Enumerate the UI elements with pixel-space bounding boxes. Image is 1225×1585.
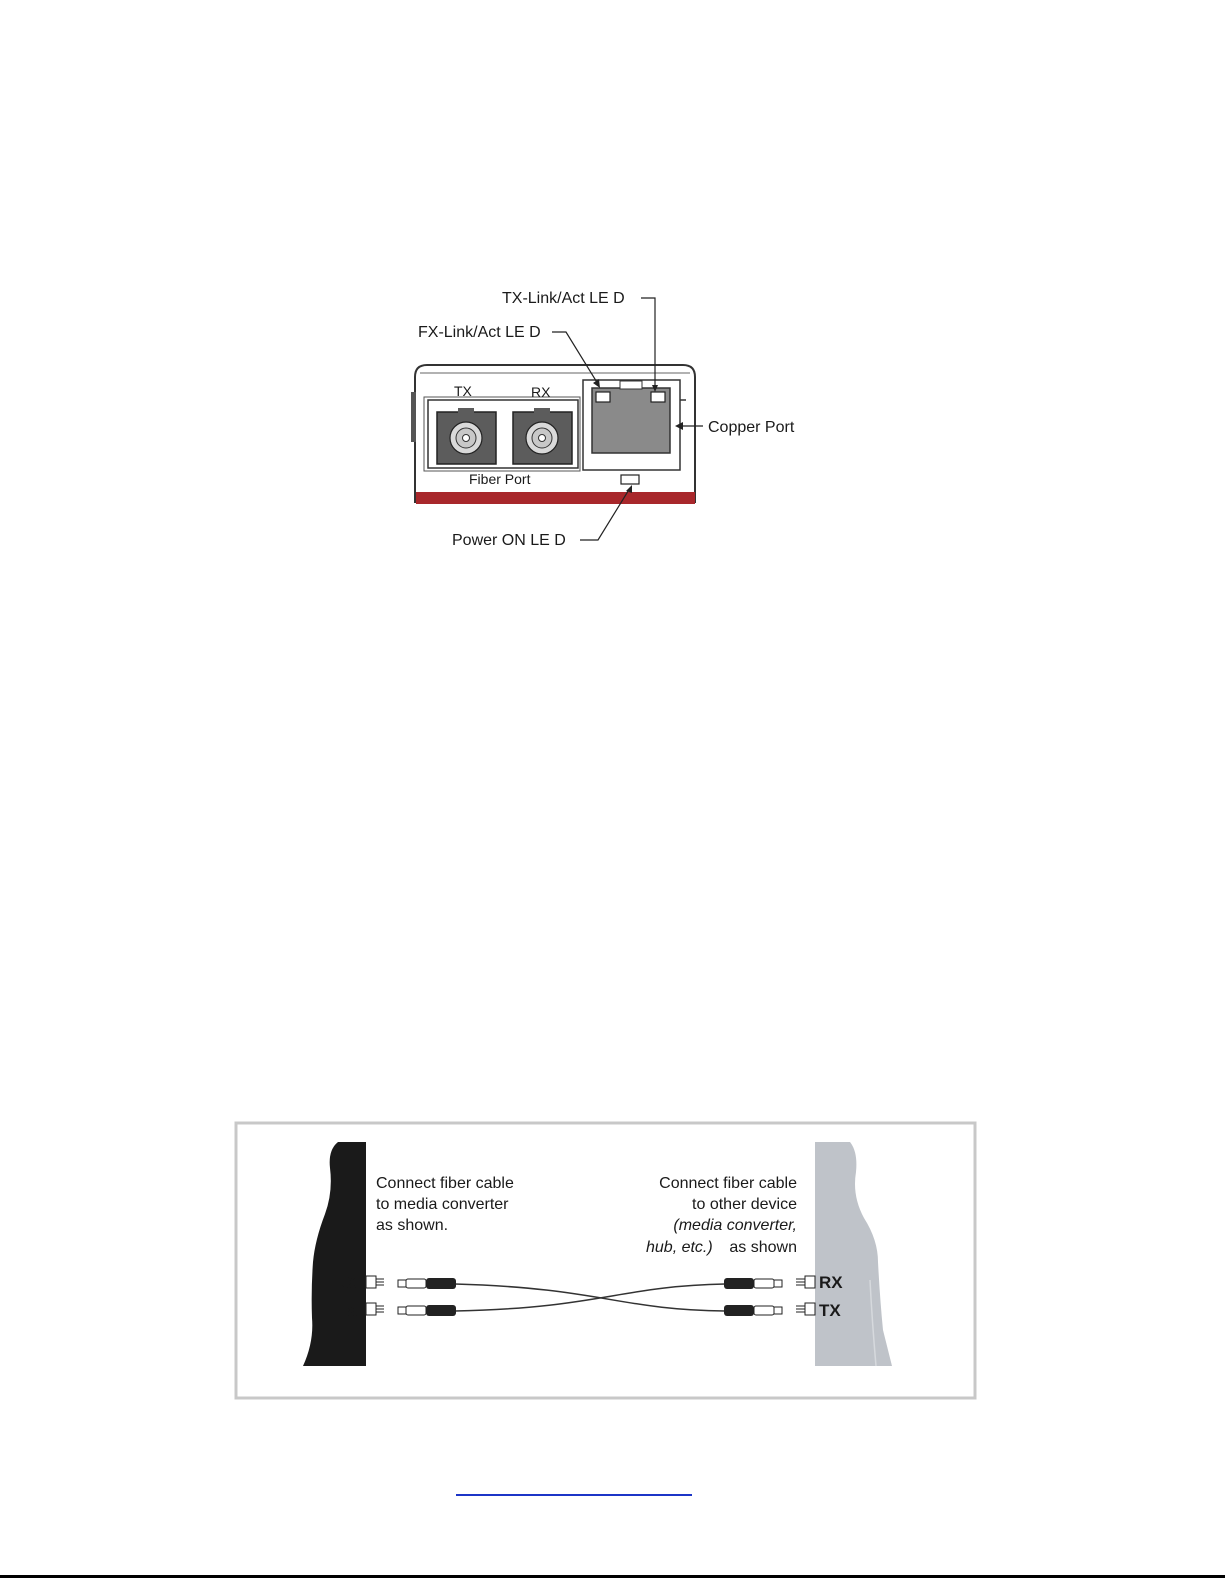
left-tx-plug — [398, 1305, 456, 1316]
tx-port-label: TX — [454, 383, 472, 399]
housing-left-notch — [411, 392, 416, 442]
front-panel-diagram — [411, 290, 795, 549]
left-instruction-line-3: as shown. — [376, 1217, 449, 1234]
right-rx-plug — [724, 1278, 782, 1289]
power-led — [621, 475, 639, 484]
right-tx-label: TX — [819, 1301, 841, 1320]
left-tx-label: TX — [335, 1301, 357, 1320]
fiber-port-label: Fiber Port — [469, 471, 531, 487]
fx-link-led-label: FX-Link/Act LE D — [418, 324, 541, 341]
fiber-tx-connector — [437, 408, 496, 464]
fx-link-led — [596, 392, 610, 402]
tx-link-led — [651, 392, 665, 402]
fiber-rx-connector — [513, 408, 572, 464]
right-instruction-line-4-tail: as shown — [729, 1239, 797, 1256]
right-tx-plug — [724, 1305, 782, 1316]
power-led-label: Power ON LE D — [452, 532, 566, 549]
right-instruction-line-3: (media converter, — [673, 1217, 797, 1234]
right-instruction-line-4: hub, etc.) — [646, 1239, 713, 1256]
fiber-connection-diagram — [236, 1123, 975, 1398]
rx-port-label: RX — [531, 384, 551, 400]
page-bottom-rule — [0, 1575, 1225, 1578]
left-rx-label: RX — [335, 1273, 359, 1292]
right-rx-label: RX — [819, 1273, 843, 1292]
left-instruction-line-2: to media converter — [376, 1196, 509, 1213]
accent-strip — [416, 492, 695, 504]
right-instruction-line-1: Connect fiber cable — [659, 1175, 797, 1192]
right-instruction-line-2: to other device — [692, 1196, 797, 1213]
tx-link-led-label: TX-Link/Act LE D — [502, 290, 625, 307]
left-instruction-line-1: Connect fiber cable — [376, 1175, 514, 1192]
copper-port-latch — [620, 381, 642, 389]
left-rx-plug — [398, 1278, 456, 1289]
hyperlink-underline[interactable] — [456, 1494, 692, 1496]
copper-port-label: Copper Port — [708, 419, 795, 436]
